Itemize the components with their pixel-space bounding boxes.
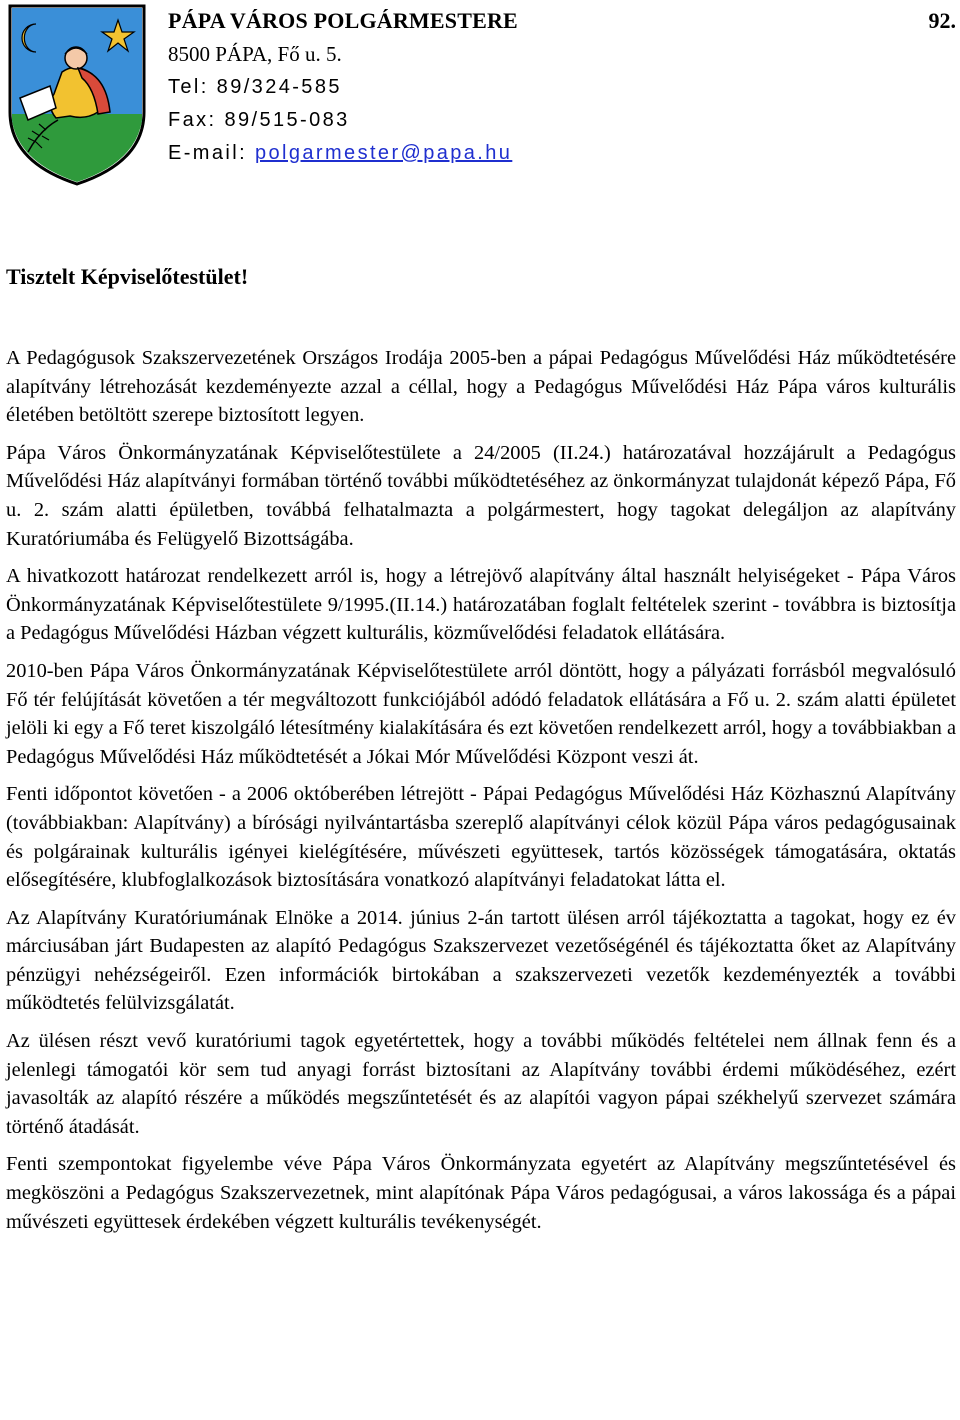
paragraph: Fenti szempontokat figyelembe véve Pápa Város Önkormányzata egyetért az Alapítvány megszűntetésével és megköszöni a Pedagógus Szakszervezetnek, mint alapítónak Pápa Város pedagógusai, a város lakossága és a pápai művészeti együttesek érdekében végzett kulturális tevékenységét. bbox=[6, 1153, 956, 1233]
email-line bbox=[168, 137, 958, 170]
letter-body bbox=[6, 344, 956, 1245]
paragraph: Az ülésen részt vevő kuratóriumi tagok egyetértettek, hogy a további működés feltételei nem állnak fenn és a jelenlegi támogatói kör sem tud anyagi forrást biztosítani az Alapítvány további érdemi működéséhez, ezért javasolták az alapító részére a működés megszűntetését és az alapítói vagyon pápai székhelyű szervezet számára történő átadását. bbox=[6, 1030, 956, 1138]
paragraph: A hivatkozott határozat rendelkezett arról is, hogy a létrejövő alapítvány által használt helyiségeket - Pápa Város Önkormányzatának Képviselőtestülete 9/1995.(II.14.) határozatában foglalt feltételek szerint - továbbra is biztosítja a Pedagógus Művelődési Házban végzett kulturális, közművelődési feladatok ellátására. bbox=[6, 565, 956, 645]
fax-line: Fax: 89/515-083 bbox=[168, 109, 350, 131]
coat-of-arms-icon bbox=[6, 2, 148, 188]
phone-line: Tel: 89/324-585 bbox=[168, 76, 342, 98]
paragraph: Pápa Város Önkormányzatának Képviselőtestülete a 24/2005 (II.24.) határozatával hozzájárult a Pedagógus Művelődési Ház alapítványi formában történő további működtetéséhez az önkormányzat tulajdonát képező Pápa, Fő u. 2. szám alatti épületben, továbbá felhatalmazta a polgármestert, hogy tagokat delegáljon az alapítvány Kuratóriumába és Felügyelő Bizottságába. bbox=[6, 441, 956, 550]
paragraph: 2010-ben Pápa Város Önkormányzatának Képviselőtestülete arról döntött, hogy a pályázati forrásból megvalósuló Fő tér felújítását követően a tér megváltozott funkciójából adódó feladatok ellátására a Fő u. 2. szám alatti épületet jelöli ki egy a Fő teret kiszolgáló létesítmény kialakítására és ezt követően rendelkezett arról, hogy a továbbiakban a Pedagógus Művelődési Ház működtetését a Jókai Mór Művelődési Központ veszi át. bbox=[6, 659, 956, 768]
email-link[interactable]: polgarmester@papa.hu bbox=[254, 142, 513, 164]
salutation: Tisztelt Képviselőtestület! bbox=[6, 264, 249, 289]
paragraph: Fenti időpontot követően - a 2006 októberében létrejött - Pápai Pedagógus Művelődési Ház Közhasznú Alapítvány (továbbiakban: Alapítvány) a bírósági nyilvántartásba szereplő alapítványi célok közül Pápa város pedagógusainak és polgárainak kulturális igényei kielégítésére, művészeti együttesek, tartós közösségek támogatására, oktatás elősegítésére, klubfoglalkozások biztosítására vonatkozó alapítványi feladatokat látta el. bbox=[6, 783, 956, 892]
page-number: 92. bbox=[928, 8, 956, 33]
organization-title: PÁPA VÁROS POLGÁRMESTERE bbox=[168, 8, 518, 33]
letterhead bbox=[168, 4, 958, 170]
email-label: E-mail: bbox=[168, 142, 255, 164]
address-line: 8500 PÁPA, Fő u. 5. bbox=[168, 42, 342, 66]
paragraph: A Pedagógusok Szakszervezetének Országos Irodája 2005-ben a pápai Pedagógus Művelődési Ház működtetésére alapítvány létrehozását kezdeményezte azzal a céllal, hogy a Pedagógus Művelődési Ház Pápa város kulturális életében betöltött szerepe biztosított legyen. bbox=[6, 347, 956, 427]
paragraph: Az Alapítvány Kuratóriumának Elnöke a 2014. június 2-án tartott ülésen arról tájékoztatta a tagokat, hogy ez év márciusában járt Budapesten az alapító Pedagógus Szakszervezet vezetőségénél és tájékoztatta őket az Alapítvány pénzügyi nehézségeiről. Ezen információk birtokában a szakszervezeti vezetők kezdeményezték a további működtetés felülvizsgálatát. bbox=[6, 906, 956, 1015]
